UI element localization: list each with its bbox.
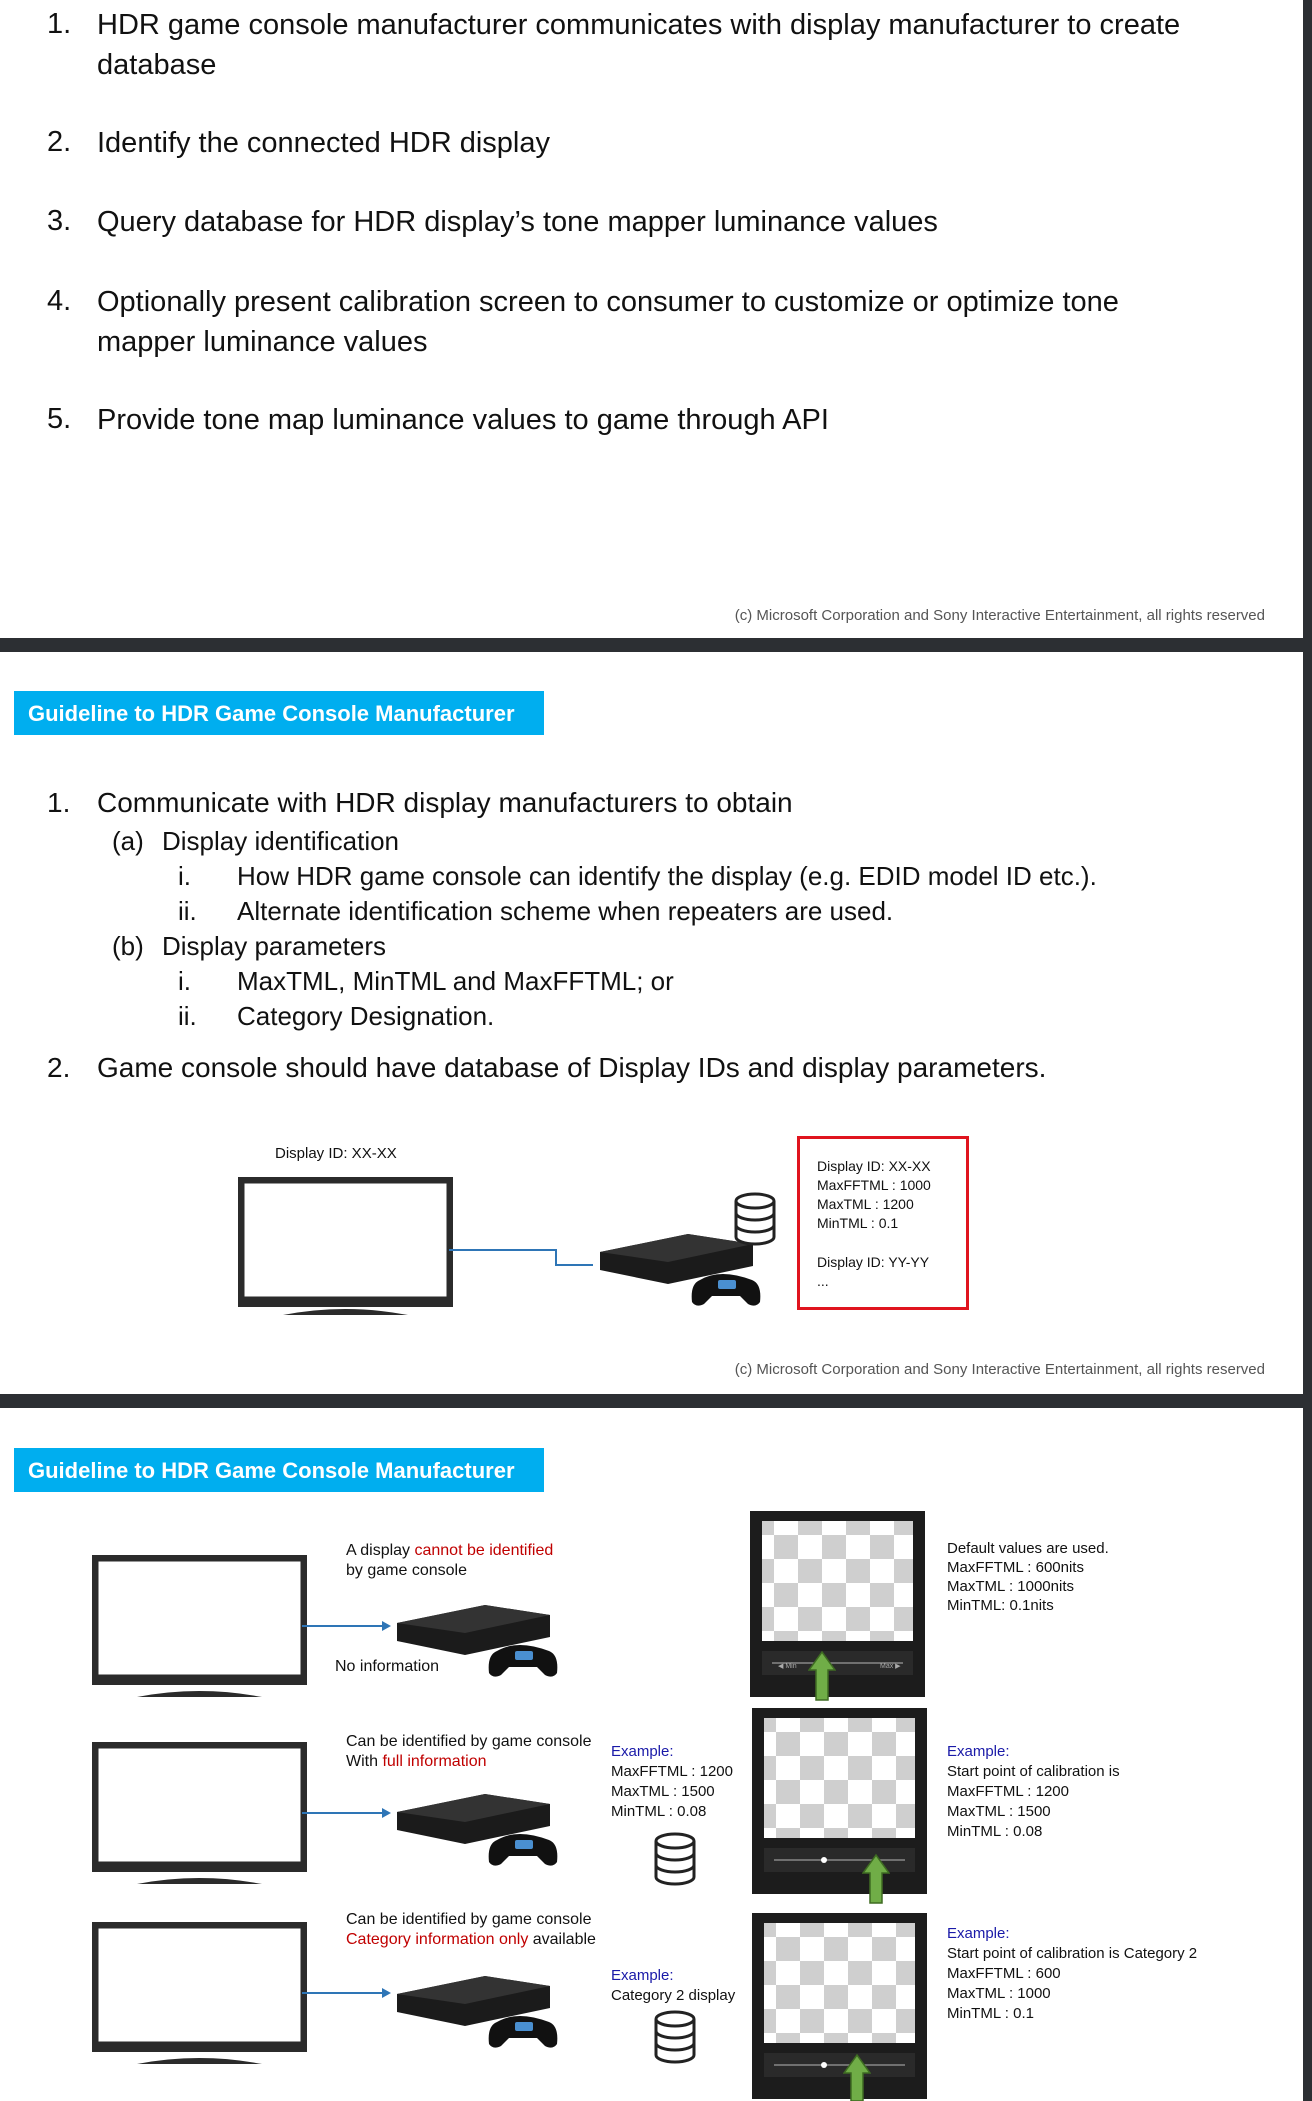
sub-item: Display parameters bbox=[162, 931, 386, 961]
list-item: Provide tone map luminance values to game through API bbox=[97, 404, 829, 436]
copyright-notice: (c) Microsoft Corporation and Sony Interactive Entertainment, all rights reserved bbox=[734, 1361, 1265, 1378]
slider-arrow-icon bbox=[808, 1650, 836, 1702]
arrow-connector bbox=[302, 1985, 392, 2001]
row2-result: Example: Start point of calibration is MaxFFTML : 1200 MaxTML : 1500 MinTML : 0.08 bbox=[947, 1743, 1120, 1840]
sub-item: Display identification bbox=[162, 826, 400, 856]
calibration-screen bbox=[752, 1913, 927, 2099]
roman-label: ii. bbox=[178, 1001, 197, 1031]
slide-2 bbox=[0, 652, 1309, 1394]
copyright-notice: (c) Microsoft Corporation and Sony Interactive Entertainment, all rights reserved bbox=[734, 607, 1265, 624]
row3-example: Example: Category 2 display bbox=[611, 1967, 736, 2004]
list-item: Optionally present calibration screen to consumer to customize or optimize tone mapper luminance values bbox=[97, 286, 1119, 358]
list-item: Game console should have database of Display IDs and display parameters. bbox=[97, 1052, 1047, 1083]
section-banner: Guideline to HDR Game Console Manufacturer bbox=[14, 1448, 544, 1492]
item-number: 3. bbox=[47, 205, 72, 237]
list-item: Query database for HDR display’s tone mapper luminance values bbox=[97, 206, 938, 238]
database-record-box: Display ID: XX-XX MaxFFTML : 1000 MaxTML : 1200 MinTML : 0.1 Display ID: YY-YY ... bbox=[797, 1136, 969, 1310]
roman-label: i. bbox=[178, 861, 191, 891]
database-icon bbox=[652, 1832, 698, 1888]
display-id-label: Display ID: XX-XX bbox=[275, 1145, 397, 1162]
no-info-label: No information bbox=[335, 1658, 440, 1675]
database-icon bbox=[652, 2010, 698, 2066]
item-number: 2. bbox=[47, 1052, 71, 1083]
item-number: 4. bbox=[47, 285, 72, 317]
item-number: 5. bbox=[47, 403, 72, 435]
game-console-icon bbox=[385, 1782, 565, 1867]
slide-1 bbox=[0, 0, 1309, 638]
item-number: 2. bbox=[47, 126, 72, 158]
row3-result: Example: Start point of calibration is Category 2 MaxFFTML : 600 MaxTML : 1000 MinTML : 0.1 bbox=[947, 1925, 1198, 2022]
list-item: HDR game console manufacturer communicates with display manufacturer to create database bbox=[97, 9, 1181, 81]
slide-3 bbox=[0, 1408, 1309, 2101]
slider-max-label: Max ▶ bbox=[880, 1663, 901, 1670]
sub-label: (b) bbox=[112, 931, 144, 961]
slider-arrow-icon bbox=[843, 2053, 871, 2101]
sub-sub-item: Alternate identification scheme when repeaters are used. bbox=[237, 896, 894, 926]
slider-min-label: ◀ Min bbox=[778, 1663, 797, 1670]
sub-sub-item: Category Designation. bbox=[237, 1001, 495, 1031]
list-item: Communicate with HDR display manufacturers to obtain bbox=[97, 787, 793, 818]
tv-icon bbox=[92, 1555, 307, 1700]
tv-icon bbox=[92, 1922, 307, 2067]
tv-icon bbox=[238, 1177, 453, 1317]
sub-sub-item: MaxTML, MinTML and MaxFFTML; or bbox=[237, 966, 674, 996]
calibration-screen bbox=[752, 1708, 927, 1894]
row3-description: Can be identified by game console Category information only available bbox=[346, 1911, 596, 1948]
item-number: 1. bbox=[47, 8, 72, 40]
item-number: 1. bbox=[47, 787, 71, 818]
roman-label: i. bbox=[178, 966, 191, 996]
connection-line bbox=[449, 1249, 594, 1309]
arrow-connector bbox=[302, 1618, 392, 1634]
row2-example: Example: MaxFFTML : 1200 MaxTML : 1500 MinTML : 0.08 bbox=[611, 1743, 733, 1820]
tv-icon bbox=[92, 1742, 307, 1887]
roman-label: ii. bbox=[178, 896, 197, 926]
arrow-connector bbox=[302, 1805, 392, 1821]
row1-result: Default values are used. MaxFFTML : 600nits MaxTML : 1000nits MinTML: 0.1nits bbox=[947, 1540, 1109, 1614]
section-banner: Guideline to HDR Game Console Manufacturer bbox=[14, 691, 544, 735]
database-icon bbox=[732, 1192, 778, 1248]
row1-description: A display cannot be identified by game console bbox=[346, 1542, 554, 1579]
sub-label: (a) bbox=[112, 826, 144, 856]
sub-sub-item: How HDR game console can identify the display (e.g. EDID model ID etc.). bbox=[237, 861, 1097, 891]
game-console-icon bbox=[385, 1964, 565, 2049]
list-item: Identify the connected HDR display bbox=[97, 127, 550, 159]
slider-arrow-icon bbox=[862, 1853, 890, 1905]
row2-description: Can be identified by game console With full information bbox=[346, 1733, 592, 1770]
